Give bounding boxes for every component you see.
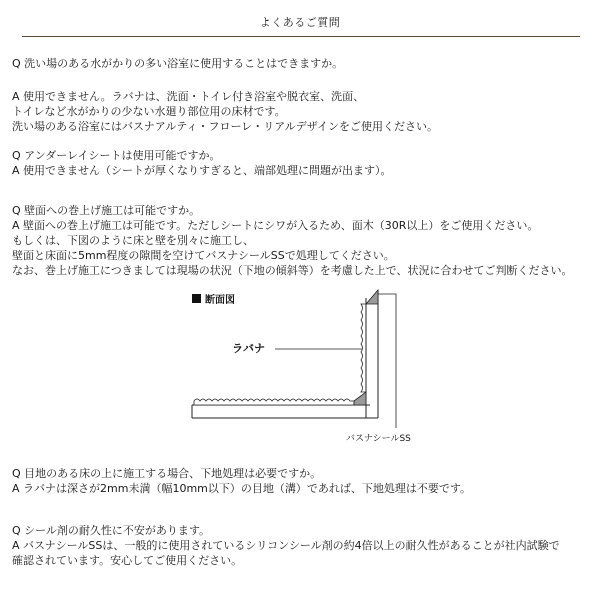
sealant-leader-line [378, 294, 396, 428]
qa-item-4 [12, 466, 592, 496]
floor-substrate [192, 405, 370, 418]
cross-section-diagram [180, 280, 440, 455]
answer-text: A バスナシールSSは、一般的に使用されているシリコンシール剤の約4倍以上の耐久性があることが社内試験で [12, 539, 560, 552]
qa-item-3 [12, 203, 592, 278]
question-text: Q シール剤の耐久性に不安があります。 [12, 524, 211, 537]
product-label: ラバナ [232, 342, 265, 355]
answer-text: もしくは、下図のように床と壁を別々に施工し、 [12, 234, 254, 247]
answer-text: 壁面と床面に5mm程度の隙間を空けてバスナシールSSで処理してください。 [12, 249, 395, 262]
top-cap [366, 290, 378, 304]
question-text: Q 目地のある床の上に施工する場合、下地処理は必要ですか。 [12, 467, 322, 480]
question-text: Q アンダーレイシートは使用可能ですか。 [12, 149, 221, 162]
answer-text: A 壁面への巻上げ施工は可能です。ただしシートにシワが入るため、面木（30R以上）をご使用ください。 [12, 219, 539, 232]
floor-sheet [194, 399, 354, 405]
sealant-fill [354, 392, 366, 405]
figure-title: 断面図 [192, 291, 235, 306]
answer-text: A 使用できません（シートが厚くなりすぎると、端部処理に問題が出ます）。 [12, 164, 392, 177]
answer-text: A 使用できません。ラバナは、洗面・トイレ付き浴室や脱衣室、洗面、 [12, 90, 365, 103]
page-title: よくあるご質問 [259, 16, 341, 29]
answer-text: A ラバナは深さが2mm未満（幅10mm以下）の目地（溝）であれば、下地処理は不要です。 [12, 482, 471, 495]
answer-text: なお、巻上げ施工につきましては現場の状況（下地の傾斜等）を考慮した上で、状況に合わせてご判断ください。 [12, 264, 573, 277]
wall-substrate [366, 290, 378, 418]
answer-text: 確認されています。安心してご使用ください。 [12, 554, 243, 567]
qa-item-5 [12, 523, 592, 568]
question-text: Q 洗い場のある水がかりの多い浴室に使用することはできますか。 [12, 57, 344, 70]
qa-item-2 [12, 148, 592, 178]
header-divider [22, 36, 580, 37]
answer-text: 洗い場のある浴室にはバスナアルティ・フローレ・リアルデザインをご使用ください。 [12, 120, 439, 133]
answer-text: トイレなど水がかりの少ない水廻り部位用の床材です。 [12, 105, 286, 118]
wall-sheet [361, 304, 366, 392]
question-text: Q 壁面への巻上げ施工は可能ですか。 [12, 204, 201, 217]
qa-item-1 [12, 56, 592, 71]
sealant-label: バスナシールSS [346, 434, 411, 444]
qa-item-1-answer [12, 89, 592, 134]
